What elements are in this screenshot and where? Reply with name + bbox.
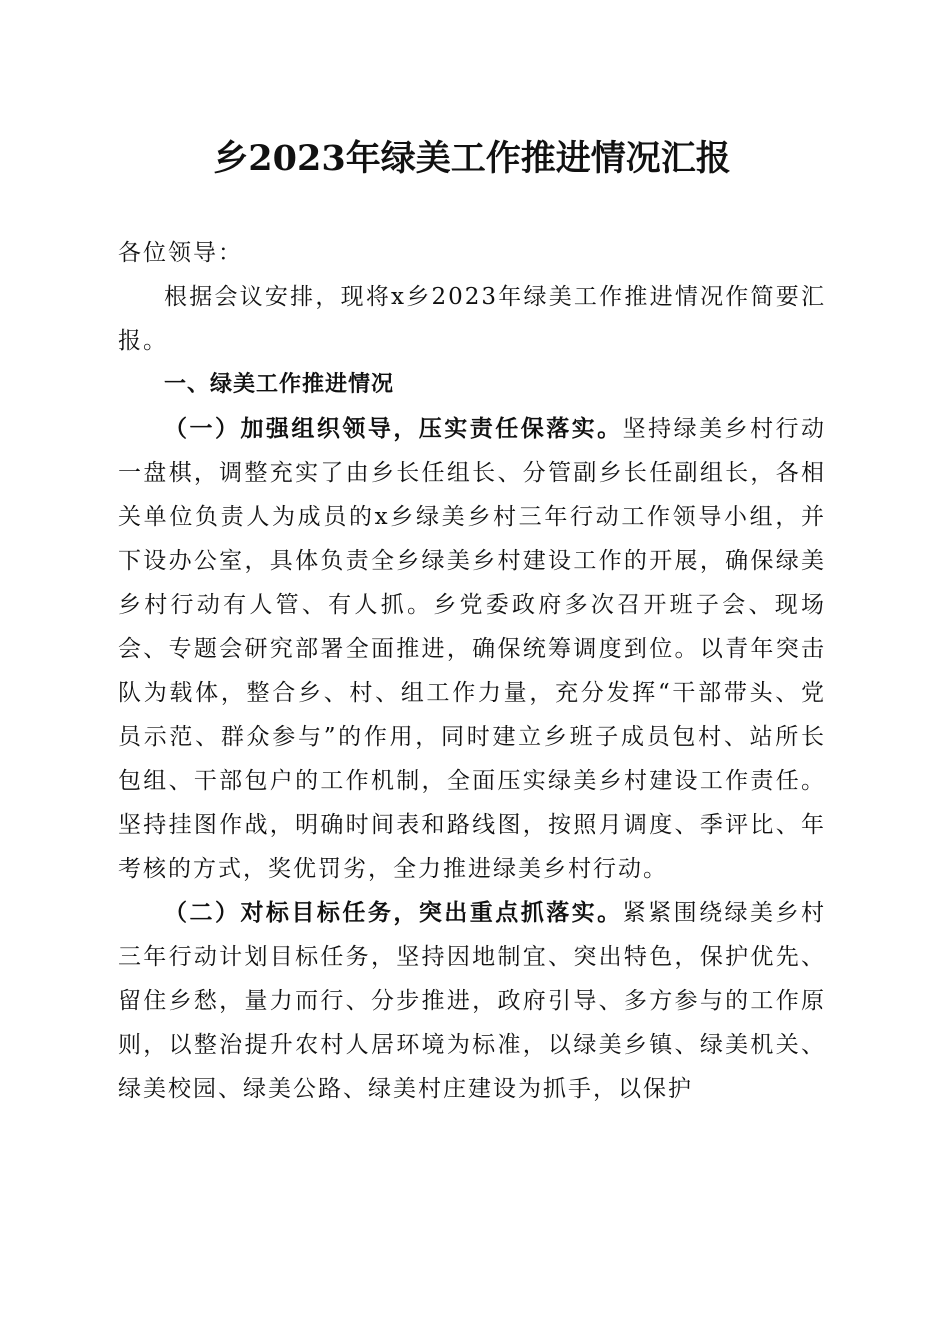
document-body	[118, 231, 826, 1111]
section-heading: 一、绿美工作推进情况	[164, 372, 395, 397]
paragraph-lead: （一）加强组织领导，压实责任保落实。	[164, 415, 623, 442]
intro-paragraph: 根据会议安排，现将x乡2023年绿美工作推进情况作简要汇报。	[118, 284, 826, 354]
document-title: 乡2023年绿美工作推进情况汇报	[213, 138, 731, 179]
paragraph-item-1	[118, 407, 826, 891]
paragraph-item-2	[118, 891, 826, 1111]
paragraph-text: 紧紧围绕绿美乡村三年行动计划目标任务，坚持因地制宜、突出特色，保护优先、留住乡愁，量力而行、分步推进，政府引导、多方参与的工作原则，以整治提升农村人居环境为标准，以绿美乡镇、绿美机关、绿美校园、绿美公路、绿美村庄建设为抓手，以保护	[118, 900, 827, 1102]
paragraph-lead: （二）对标目标任务，突出重点抓落实。	[164, 899, 623, 926]
paragraph-text: 坚持绿美乡村行动一盘棋，调整充实了由乡长任组长、分管副乡长任副组长，各相关单位负责人为成员的x乡绿美乡村三年行动工作领导小组，并下设办公室，具体负责全乡绿美乡村建设工作的开展，确保绿美乡村行动有人管、有人抓。乡党委政府多次召开班子会、现场会、专题会研究部署全面推进，确保统筹调度到位。以青年突击队为载体，整合乡、村、组工作力量，充分发挥“干部带头、党员示范、群众参与”的作用，同时建立乡班子成员包村、站所长包组、干部包户的工作机制，全面压实绿美乡村建设工作责任。坚持挂图作战，明确时间表和路线图，按照月调度、季评比、年考核的方式，奖优罚劣，全力推进绿美乡村行动。	[118, 416, 827, 882]
salutation: 各位领导：	[118, 240, 243, 266]
